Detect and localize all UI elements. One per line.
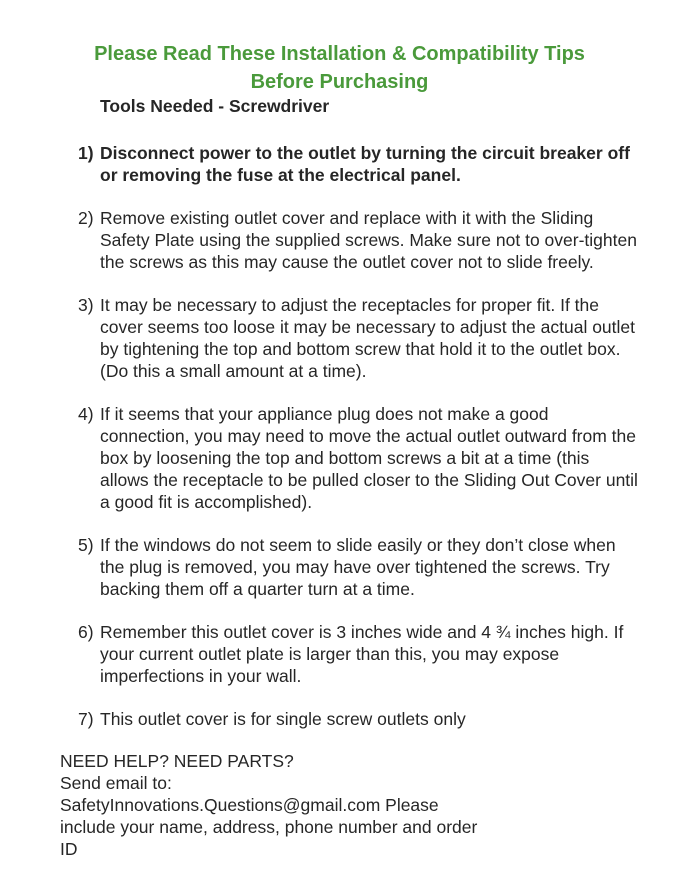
step-1 xyxy=(78,142,638,186)
step-text: Remove existing outlet cover and replace with it with the Sliding Safety Plate using the supplied screws. Make sure not to over-tighten the screws as this may cause the outlet cover not to slide freely. xyxy=(100,208,637,272)
tools-needed: Tools Needed - Screwdriver xyxy=(100,96,330,116)
step-text: If the windows do not seem to slide easily or they don’t close when the plug is removed, you may have over tightened the screws. Try backing them off a quarter turn at a time. xyxy=(100,535,616,599)
page-title xyxy=(0,40,679,96)
step-6 xyxy=(78,621,638,687)
step-2 xyxy=(78,207,638,273)
step-number: 3) xyxy=(78,295,94,315)
help-line-1: Send email to: xyxy=(60,773,172,793)
step-number: 5) xyxy=(78,535,94,555)
step-number: 7) xyxy=(78,709,94,729)
help-heading: NEED HELP? NEED PARTS? xyxy=(60,751,294,771)
installation-steps xyxy=(78,142,638,730)
help-body: SafetyInnovations.Questions@gmail.com Please include your name, address, phone number and order ID xyxy=(60,795,478,859)
step-number: 6) xyxy=(78,622,94,642)
step-3 xyxy=(78,294,638,382)
step-number: 1) xyxy=(78,143,94,163)
step-number: 2) xyxy=(78,208,94,228)
help-section xyxy=(60,750,480,860)
step-7 xyxy=(78,708,638,730)
step-text: If it seems that your appliance plug does not make a good connection, you may need to move the actual outlet outward from the box by loosening the top and bottom screws a bit at a time (this allows the receptacle to be pulled closer to the Sliding Out Cover until a good fit is accomplished). xyxy=(100,404,638,512)
title-line-1: Please Read These Installation & Compatibility Tips xyxy=(94,43,585,65)
step-text: It may be necessary to adjust the receptacles for proper fit. If the cover seems too loose it may be necessary to adjust the actual outlet by tightening the top and bottom screw that hold it to the outlet box. (Do this a small amount at a time). xyxy=(100,295,636,381)
step-4 xyxy=(78,403,638,513)
step-5 xyxy=(78,534,638,600)
title-line-2: Before Purchasing xyxy=(250,71,429,93)
step-text: This outlet cover is for single screw outlets only xyxy=(100,709,466,729)
step-number: 4) xyxy=(78,404,94,424)
step-text: Remember this outlet cover is 3 inches wide and 4 ¾ inches high. If your current outlet plate is larger than this, you may expose imperfections in your wall. xyxy=(100,622,624,686)
step-text: Disconnect power to the outlet by turning the circuit breaker off or removing the fuse at the electrical panel. xyxy=(100,143,630,185)
